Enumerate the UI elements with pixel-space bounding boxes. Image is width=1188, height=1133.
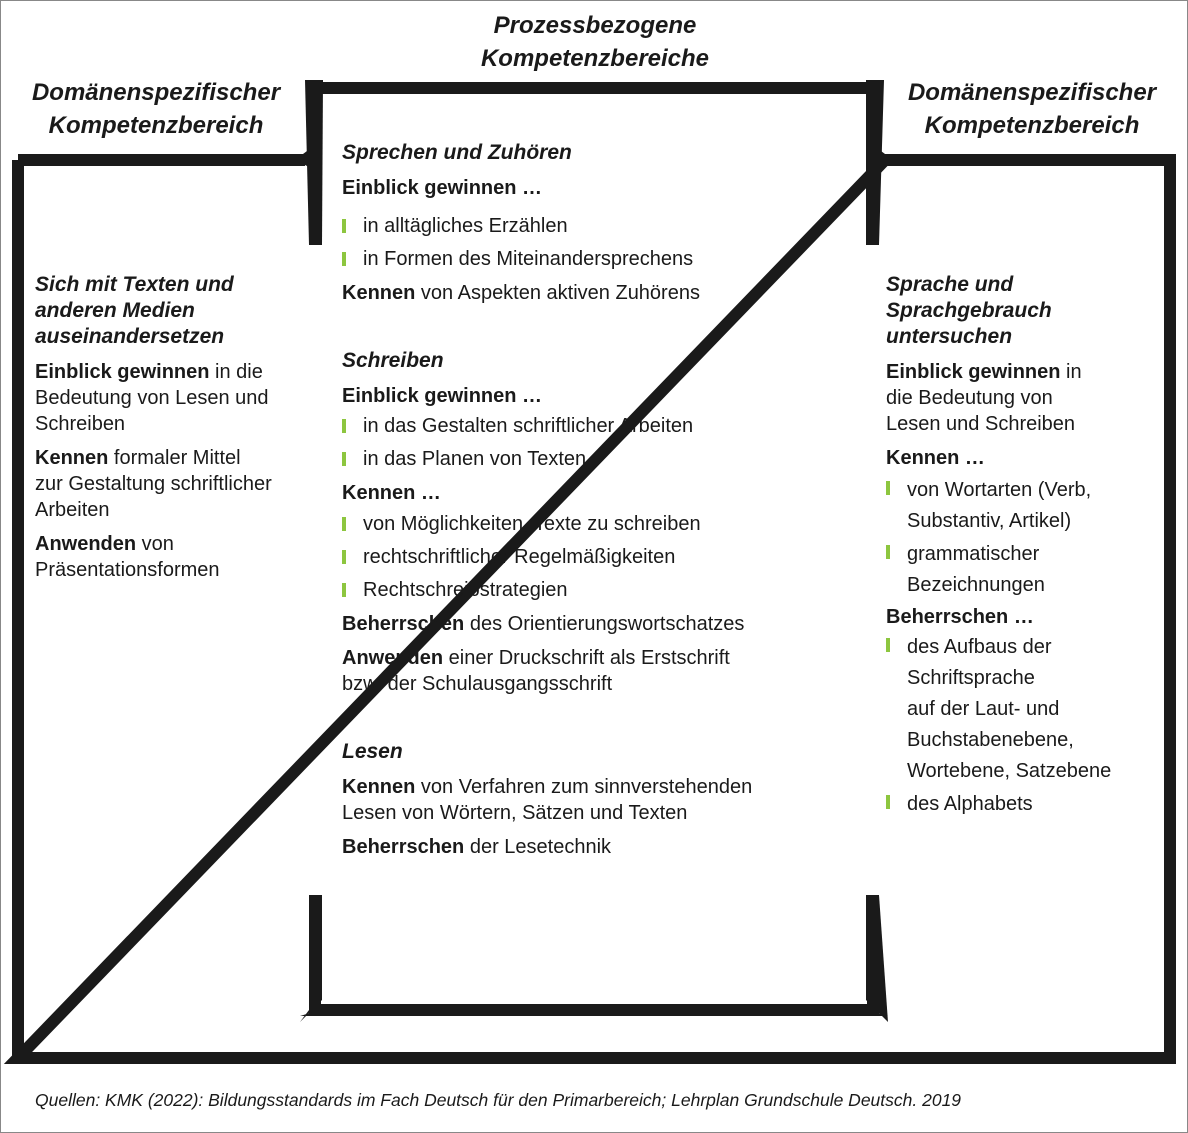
left-column xyxy=(35,272,305,583)
text: Präsentationsformen xyxy=(35,559,220,581)
keyword: Kennen xyxy=(342,776,416,798)
text: von Möglichkeiten, Texte zu schreiben xyxy=(363,513,701,535)
text: rechtschriftlicher Regelmäßigkeiten xyxy=(363,546,676,568)
title-line: Sich mit Texten und xyxy=(35,273,234,296)
keyword: Kennen xyxy=(35,447,109,469)
keyword: Beherrschen xyxy=(342,613,465,635)
frame-wedge xyxy=(300,895,322,1022)
bullet-item xyxy=(342,413,862,439)
bullet-item xyxy=(886,539,1161,601)
header-left-line: Domänenspezifischer xyxy=(31,79,281,106)
bullet-item xyxy=(342,544,862,570)
title-line: untersuchen xyxy=(886,325,1013,348)
bullet-item xyxy=(342,213,862,239)
text: Rechtschreibstrategien xyxy=(363,579,568,601)
text: Lesen von Wörtern, Sätzen und Texten xyxy=(342,802,688,824)
text: von Wortarten (Verb, xyxy=(907,479,1092,501)
header-right-line: Domänenspezifischer xyxy=(907,79,1157,106)
text: Schreiben xyxy=(35,413,126,435)
keyword: Anwenden xyxy=(35,533,137,555)
header-center-line: Prozessbezogene xyxy=(493,12,697,39)
left-einblick xyxy=(35,359,305,437)
text: grammatischer xyxy=(907,543,1040,565)
text: einer Druckschrift als Erstschrift xyxy=(443,647,730,669)
text: die Bedeutung von xyxy=(886,387,1053,409)
text: formaler Mittel xyxy=(108,447,241,469)
section-title-lesen: Lesen xyxy=(342,740,403,763)
einblick-heading: Einblick gewinnen … xyxy=(342,385,543,407)
bullet-item xyxy=(342,246,862,272)
bullet-item xyxy=(886,789,1161,820)
keyword: Beherrschen xyxy=(342,836,465,858)
text: von Verfahren zum sinnverstehenden xyxy=(415,776,753,798)
left-kennen xyxy=(35,445,305,523)
kennen-heading: Kennen … xyxy=(886,447,985,469)
bullet-item xyxy=(886,632,1161,787)
text: in xyxy=(1060,361,1082,383)
center-column xyxy=(342,140,862,860)
keyword: Einblick gewinnen xyxy=(886,361,1061,383)
right-section-title xyxy=(886,272,1161,350)
text: in alltägliches Erzählen xyxy=(363,215,568,237)
frame-wedge xyxy=(866,895,888,1022)
text: Arbeiten xyxy=(35,499,110,521)
title-line: auseinandersetzen xyxy=(35,325,225,348)
text: des Orientierungswortschatzes xyxy=(464,613,745,635)
kennen-heading: Kennen … xyxy=(342,482,441,504)
title-line: Sprache und xyxy=(886,273,1014,296)
bullet-item xyxy=(886,475,1161,537)
kennen-line xyxy=(342,280,862,306)
beherrschen-line xyxy=(342,834,862,860)
header-left xyxy=(8,76,304,142)
title-line: anderen Medien xyxy=(35,299,195,322)
header-left-line: Kompetenzbereich xyxy=(48,112,264,139)
header-right xyxy=(886,76,1178,142)
text: der Lesetechnik xyxy=(464,836,612,858)
text: auf der Laut- und xyxy=(907,698,1060,720)
section-title-sprechen: Sprechen und Zuhören xyxy=(342,141,572,164)
keyword: Kennen xyxy=(342,282,416,304)
anwenden-line xyxy=(342,645,862,697)
text: von Aspekten aktiven Zuhörens xyxy=(415,282,700,304)
title-line: Sprachgebrauch xyxy=(886,299,1052,322)
source-footnote: Quellen: KMK (2022): Bildungsstandards im Fach Deutsch für den Primarbereich; Lehrplan Grundschule Deutsch. 2019 xyxy=(35,1090,962,1110)
text: des Aufbaus der xyxy=(907,636,1052,658)
header-center-line: Kompetenzbereiche xyxy=(480,45,710,72)
text: Lesen und Schreiben xyxy=(886,413,1076,435)
text: bzw. der Schulausgangsschrift xyxy=(342,673,613,695)
text: Schriftsprache xyxy=(907,667,1035,689)
text: in die xyxy=(209,361,263,383)
text: in das Planen von Texten xyxy=(363,448,587,470)
right-einblick xyxy=(886,359,1161,437)
keyword: Anwenden xyxy=(342,647,444,669)
left-anwenden xyxy=(35,531,305,583)
left-section-title xyxy=(35,272,305,350)
kennen-line xyxy=(342,774,862,826)
text: Bedeutung von Lesen und xyxy=(35,387,269,409)
bullet-item xyxy=(342,511,862,537)
section-title-schreiben: Schreiben xyxy=(342,349,444,372)
bullet-item xyxy=(342,446,862,472)
einblick-heading: Einblick gewinnen … xyxy=(342,177,543,199)
bullet-item xyxy=(342,577,862,603)
text: Substantiv, Artikel) xyxy=(907,510,1072,532)
text: von xyxy=(136,533,174,555)
header-center xyxy=(445,9,745,75)
right-column xyxy=(886,272,1161,820)
text: Wortebene, Satzebene xyxy=(907,760,1112,782)
text: Bezeichnungen xyxy=(907,574,1045,596)
text: des Alphabets xyxy=(907,793,1033,815)
keyword: Einblick gewinnen xyxy=(35,361,210,383)
text: in Formen des Miteinandersprechens xyxy=(363,248,694,270)
header-right-line: Kompetenzbereich xyxy=(924,112,1140,139)
beherrschen-heading: Beherrschen … xyxy=(886,606,1034,628)
text: in das Gestalten schriftlicher Arbeiten xyxy=(363,415,694,437)
text: zur Gestaltung schriftlicher xyxy=(35,473,272,495)
beherrschen-line xyxy=(342,611,862,637)
text: Buchstabenebene, xyxy=(907,729,1074,751)
